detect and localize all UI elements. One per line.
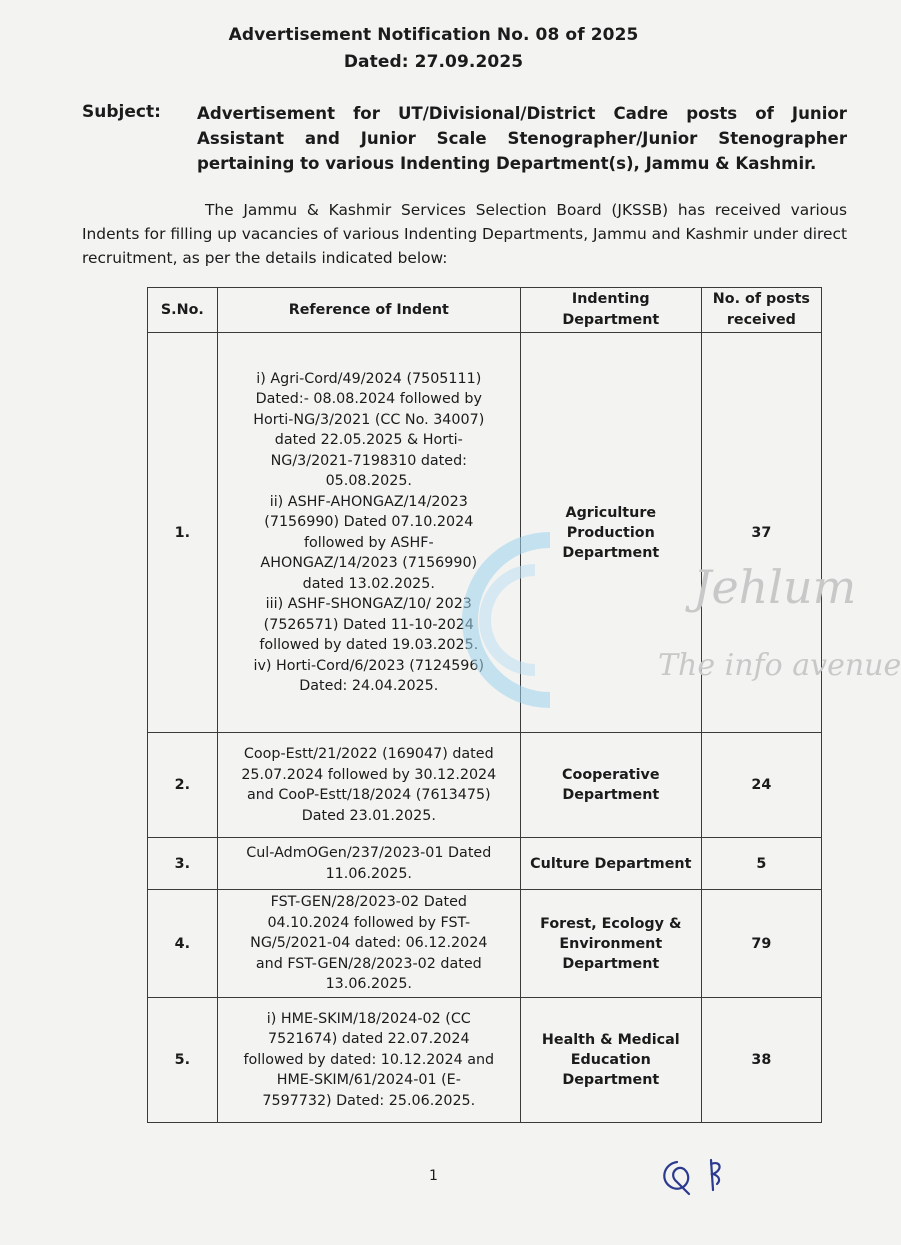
dept-line: Production (566, 524, 655, 541)
ref-line: iv) Horti-Cord/6/2023 (7124596) (253, 657, 485, 674)
ref-line: Dated 23.01.2025. (301, 807, 436, 824)
row-sno: 1. (148, 333, 218, 733)
ref-line: (7526571) Dated 11-10-2024 (263, 616, 474, 633)
row-reference (217, 838, 520, 890)
notification-date: Dated: 27.09.2025 (343, 52, 524, 72)
row-posts: 37 (701, 333, 821, 733)
dept-line: Agriculture (565, 504, 657, 521)
ref-line: ii) ASHF-AHONGAZ/14/2023 (269, 493, 468, 510)
header-posts (701, 288, 821, 333)
ref-line: dated 22.05.2025 & Horti- (274, 432, 463, 448)
dept-line: Culture Department (530, 855, 692, 872)
row-sno: 5. (148, 998, 218, 1123)
row-sno: 4. (148, 890, 218, 998)
ref-line: NG/3/2021-7198310 dated: (270, 452, 467, 469)
row-posts: 5 (701, 838, 821, 890)
row-reference (217, 733, 520, 838)
row-department (520, 838, 701, 890)
row-department (520, 733, 701, 838)
ref-line: followed by dated 19.03.2025. (259, 637, 479, 653)
table-row (148, 998, 822, 1123)
dept-line: Department (562, 544, 660, 561)
row-posts: 79 (701, 890, 821, 998)
dept-line: Health & Medical (541, 1032, 680, 1048)
row-department (520, 998, 701, 1123)
row-sno: 3. (148, 838, 218, 890)
header-reference: Reference of Indent (217, 288, 520, 333)
row-posts: 24 (701, 733, 821, 838)
row-department (520, 890, 701, 998)
header-posts-line1: No. of posts (712, 291, 810, 307)
ref-line: followed by ASHF- (303, 534, 434, 551)
dept-line: Cooperative (562, 767, 660, 783)
dept-line: Department (562, 955, 660, 972)
ref-line: NG/5/2021-04 dated: 06.12.2024 (250, 935, 488, 952)
ref-line: and FST-GEN/28/2023-02 dated (255, 955, 482, 972)
ref-line: HME-SKIM/61/2024-01 (E- (276, 1072, 461, 1089)
ref-line: Horti-NG/3/2021 (CC No. 34007) (253, 411, 485, 428)
intro-paragraph: The Jammu & Kashmir Services Selection Board (JKSSB) has received various Indents for filling up vacancies of various Indenting Departments, Jammu and Kashmir under direct recruitment, as per the details indicated below: (82, 201, 847, 267)
ref-line: i) Agri-Cord/49/2024 (7505111) (256, 370, 482, 387)
dept-line: Education (570, 1052, 651, 1068)
ref-line: 04.10.2024 followed by FST- (267, 914, 471, 931)
header-department-line1: Indenting (571, 291, 650, 307)
header-sno: S.No. (148, 288, 218, 333)
ref-line: followed by dated: 10.12.2024 and (243, 1051, 495, 1068)
notification-title: Advertisement Notification No. 08 of 2025 (228, 25, 639, 45)
ref-line: iii) ASHF-SHONGAZ/10/ 2023 (265, 596, 472, 612)
watermark-text-secondary: The info avenue (658, 648, 901, 683)
ref-line: Dated: 24.04.2025. (299, 678, 439, 694)
table-row (148, 838, 822, 890)
dept-line: Department (562, 787, 660, 803)
ref-line: 7521674) dated 22.07.2024 (268, 1031, 470, 1048)
ref-line: i) HME-SKIM/18/2024-02 (CC (266, 1010, 471, 1027)
watermark-logo-icon (455, 520, 565, 720)
header-department (520, 288, 701, 333)
ref-line: AHONGAZ/14/2023 (7156990) (260, 555, 478, 571)
ref-line: 11.06.2025. (325, 865, 412, 882)
ref-line: and CooP-Estt/18/2024 (7613475) (246, 787, 491, 803)
header-posts-line2: received (726, 312, 796, 328)
subject-label: Subject: (82, 102, 161, 122)
ref-line: Cul-AdmOGen/237/2023-01 Dated (246, 845, 492, 861)
ref-line: dated 13.02.2025. (302, 575, 435, 592)
ref-line: Dated:- 08.08.2024 followed by (255, 391, 482, 407)
header-department-line2: Department (562, 312, 660, 328)
row-sno: 2. (148, 733, 218, 838)
dept-line: Forest, Ecology & (540, 915, 682, 932)
table-header-row (148, 288, 822, 333)
subject-text: Advertisement for UT/Divisional/District Cadre posts of Junior Assistant and Junior Scale Stenographer/Junior Stenographer pertaining to various Indenting Department(s), Jammu & Kashmir. (197, 104, 847, 173)
row-reference (217, 998, 520, 1123)
ref-line: 13.06.2025. (325, 976, 412, 993)
ref-line: Coop-Estt/21/2022 (169047) dated (243, 746, 494, 762)
signature-icon (655, 1150, 735, 1200)
ref-line: FST-GEN/28/2023-02 Dated (270, 894, 467, 911)
ref-line: 25.07.2024 followed by 30.12.2024 (241, 766, 497, 783)
table-row (148, 890, 822, 998)
table-row (148, 733, 822, 838)
watermark-text-primary: Jehlum (693, 560, 857, 614)
ref-line: (7156990) Dated 07.10.2024 (264, 514, 474, 530)
row-reference (217, 890, 520, 998)
row-posts: 38 (701, 998, 821, 1123)
dept-line: Department (562, 1072, 660, 1088)
page-number: 1 (429, 1168, 438, 1184)
ref-line: 7597732) Dated: 25.06.2025. (262, 1092, 476, 1109)
dept-line: Environment (559, 935, 663, 952)
ref-line: 05.08.2025. (325, 473, 412, 489)
